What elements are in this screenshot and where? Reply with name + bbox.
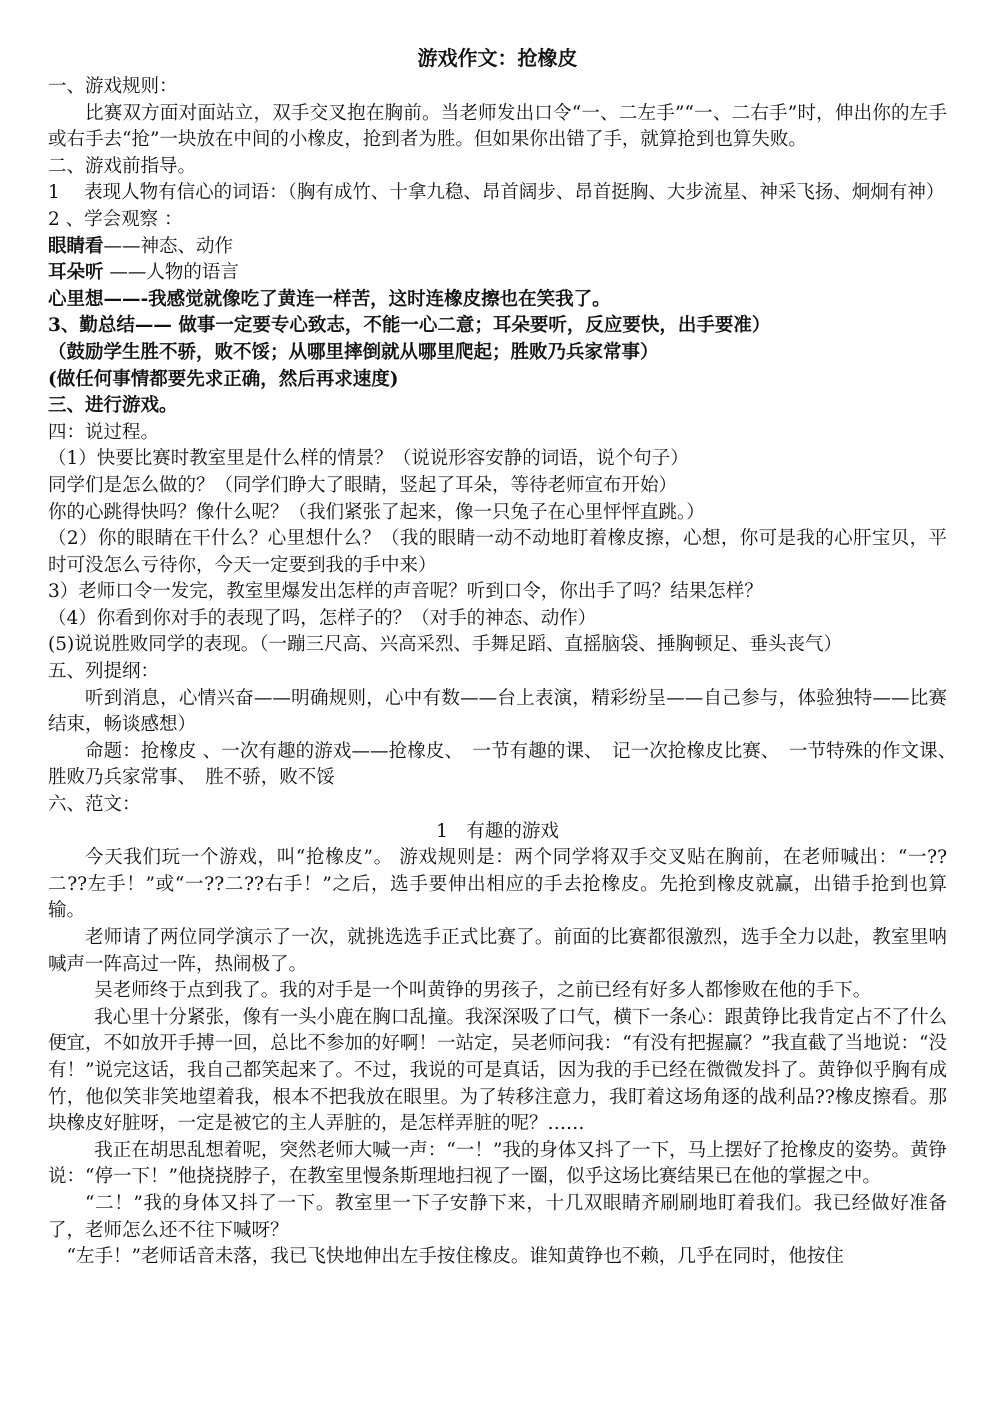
observe-ears-text: ——人物的语言 [103, 262, 239, 284]
essay-paragraph-6: “二！”我的身体又抖了一下。教室里一下子安静下来，十几双眼睛齐刷刷地盯着我们。我已经做好准备了，老师怎么还不往下喊呀？ [48, 1192, 947, 1241]
essay-paragraph-3: 吴老师终于点到我了。我的对手是一个叫黄铮的男孩子，之前已经有好多人都惨败在他的手下。 [94, 980, 872, 1002]
section-5-heading: 五、列提纲： [48, 661, 160, 683]
question-1: （1）快要比赛时教室里是什么样的情景？（说说形容安静的词语，说个句子） [48, 448, 689, 470]
section-4-heading: 四：说过程。 [48, 421, 160, 443]
observe-eyes-label: 眼睛看 [48, 235, 104, 257]
essay-paragraph-7: “左手！”老师话音未落，我已飞快地伸出左手按住橡皮。谁知黄铮也不赖，几乎在同时，他按住 [66, 1246, 844, 1268]
section-2-heading: 二、游戏前指导。 [48, 155, 197, 177]
section-1-heading: 一、游戏规则： [48, 76, 178, 97]
question-5: (5)说说胜败同学的表现。（一蹦三尺高、兴高采烈、手舞足蹈、直摇脑袋、捶胸顿足、垂头丧气） [48, 634, 842, 656]
question-1-a: 同学们是怎么做的？（同学们睁大了眼睛，竖起了耳朵，等待老师宣布开始） [48, 474, 678, 496]
essay-paragraph-2: 老师请了两位同学演示了一次，就挑选选手正式比赛了。前面的比赛都很激烈，选手全力以赴，教室里呐喊声一阵高过一阵，热闹极了。 [48, 927, 947, 975]
section-5-topics: 命题：抢橡皮 、一次有趣的游戏——抢橡皮、 一节有趣的课、 记一次抢橡皮比赛、 一节特殊的作文课、 胜败乃兵家常事、 胜不骄，败不馁 [48, 740, 966, 789]
observe-eyes [48, 234, 947, 261]
observe-ears [48, 260, 947, 287]
section-6-heading: 六、范文： [48, 794, 141, 816]
observe-heart: 心里想——-我感觉就像吃了黄连一样苦，这时连橡皮擦也在笑我了。 [48, 288, 611, 310]
observe-ears-label: 耳朵听 [48, 262, 104, 284]
essay-title: 1 有趣的游戏 [436, 820, 559, 842]
section-1-text: 比赛双方面对面站立，双手交叉抱在胸前。当老师发出口令“一、二左手”“一、二右手”时，伸出你的左手或右手去“抢”一块放在中间的小橡皮，抢到者为胜。但如果你出错了手，就算抢到也算失败。 [48, 102, 947, 151]
essay-paragraph-4: 我心里十分紧张，像有一头小鹿在胸口乱撞。我深深吸了口气，横下一条心：跟黄铮比我肯定占不了什么便宜，不如放开手搏一回，总比不参加的好啊！一站定，吴老师问我：“有没有把握赢？”我直截了当地说：“没有！”说完这话，我自己都笑起来了。不过，我说的可是真话，因为我的手已经在微微发抖了。黄铮似乎胸有成竹，他似笑非笑地望着我，根本不把我放在眼里。为了转移注意力，我盯着这场角逐的战利品??橡皮擦看。那块橡皮好脏呀，一定是被它的主人弄脏的，是怎样弄脏的呢？…… [48, 1006, 947, 1135]
question-1-b: 你的心跳得快吗？像什么呢？（我们紧张了起来，像一只兔子在心里怦怦直跳。） [48, 501, 705, 523]
section-2-note-1: （鼓励学生胜不骄，败不馁；从哪里摔倒就从哪里爬起；胜败乃兵家常事） [48, 341, 659, 363]
section-2-item-2: 2 、学会观察 ： [48, 208, 183, 230]
document-title: 游戏作文：抢橡皮 [417, 46, 578, 70]
section-5-outline: 听到消息，心情兴奋——明确规则，心中有数——台上表演，精彩纷呈——自己参与，体验独特——比赛结束，畅谈感想） [48, 687, 947, 736]
essay-paragraph-1: 今天我们玩一个游戏，叫“抢橡皮”。 游戏规则是：两个同学将双手交叉贴在胸前，在老师喊出：“一??二??左手！”或“一??二??右手！”之后，选手要伸出相应的手去抢橡皮。先抢到橡皮就赢，出错手抢到也算输。 [48, 847, 947, 922]
section-2-note-2: (做任何事情都要先求正确，然后再求速度) [48, 368, 399, 390]
question-3: 3）老师口令一发完，教室里爆发出怎样的声音呢？听到口令，你出手了吗？结果怎样？ [48, 581, 763, 603]
essay-paragraph-5: 我正在胡思乱想着呢，突然老师大喊一声：“一！”我的身体又抖了一下，马上摆好了抢橡皮的姿势。黄铮说：“停一下！”他挠挠脖子，在教室里慢条斯理地扫视了一圈，似乎这场比赛结果已在他的掌握之中。 [48, 1139, 947, 1188]
question-4: （4）你看到你对手的表现了吗，怎样子的？（对手的神态、动作） [48, 607, 597, 629]
section-3-heading: 三、进行游戏。 [48, 395, 178, 417]
section-2-item-3: 3、勤总结—— 做事一定要专心致志，不能一心二意；耳朵要听，反应要快，出手要准） [48, 315, 771, 337]
question-2: （2）你的眼睛在干什么？心里想什么？（我的眼睛一动不动地盯着橡皮擦，心想，你可是我的心肝宝贝，平时可没怎么亏待你，今天一定要到我的手中来） [48, 528, 947, 576]
section-2-item-1: 1 表现人物有信心的词语：（胸有成竹、十拿九稳、昂首阔步、昂首挺胸、大步流星、神采飞扬、炯炯有神） [48, 182, 945, 204]
observe-eyes-text: ——神态、动作 [103, 235, 234, 257]
